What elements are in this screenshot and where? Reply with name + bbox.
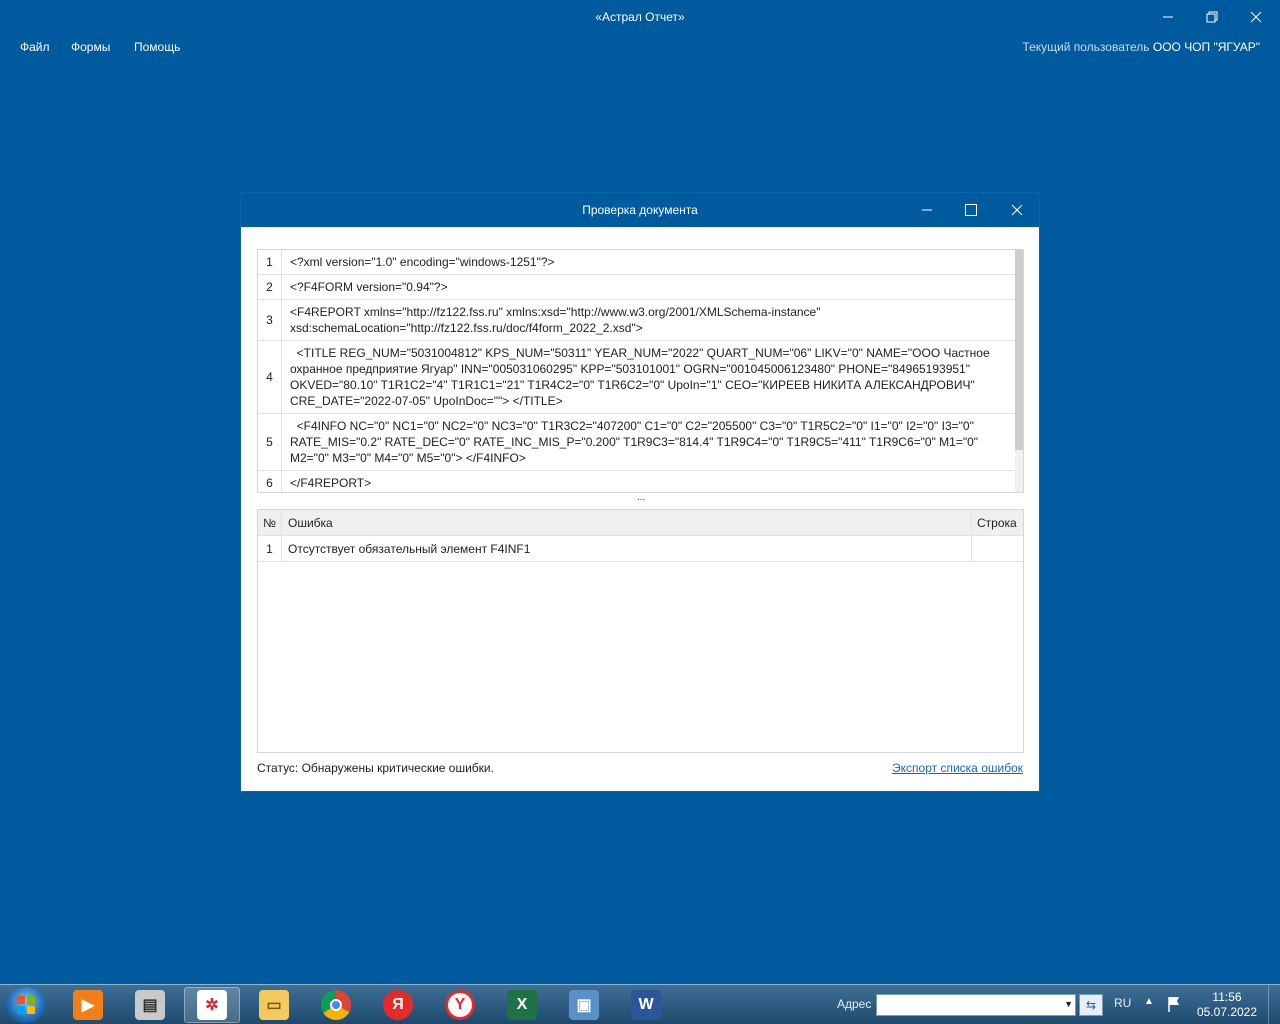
excel-icon: X [507,990,537,1020]
system-clock[interactable] [1192,990,1262,1020]
chevron-down-icon[interactable]: ▼ [1064,999,1073,1009]
xml-line-number: 5 [258,414,282,470]
xml-line [258,341,1023,414]
dialog-title: Проверка документа [241,193,1039,227]
close-icon [1011,204,1023,216]
xml-line-number: 6 [258,471,282,493]
menu-forms[interactable]: Формы [71,40,111,54]
xml-line-text: <F4REPORT xmlns="http://fz122.fss.ru" xmlns:xsd="http://www.w3.org/2001/XMLSchema-instance" xsd:schemaLocation="http://fz122.fss.ru/doc/f4form_2022_2.xsd"> [290,305,824,335]
action-center-flag-icon[interactable] [1166,995,1182,1013]
export-errors-link[interactable]: Экспорт списка ошибок [892,761,1023,775]
yandex-browser-icon: Y [445,990,475,1020]
current-user-name: ООО ЧОП "ЯГУАР" [1152,40,1260,54]
table-row[interactable] [258,536,1023,562]
col-header-number[interactable]: № [258,510,282,535]
xml-line-text: <?F4FORM version="0.94"?> [290,280,448,294]
yandex-icon: Я [383,990,413,1020]
close-button[interactable] [1234,4,1278,30]
errors-table-header [258,510,1023,536]
go-arrows-icon: ⇆ [1085,998,1097,1012]
clock-time: 11:56 [1212,990,1242,1004]
address-input[interactable] [876,994,1076,1016]
language-indicator[interactable]: RU [1114,996,1132,1010]
xml-source-view[interactable] [257,249,1024,493]
xml-line [258,414,1023,471]
xml-line-number: 1 [258,250,282,274]
tray-expand-icon[interactable]: ▲ [1144,996,1154,1007]
maximize-icon [965,204,977,216]
taskbar-astral[interactable] [184,987,240,1023]
xml-scroll-thumb[interactable] [1015,250,1023,450]
xml-line-number: 3 [258,300,282,340]
chrome-icon [321,990,351,1020]
address-go-button[interactable] [1079,994,1103,1016]
address-label: Адрес [837,997,872,1011]
windows-logo-icon [16,995,36,1015]
explorer-folder-icon: ▭ [259,990,289,1020]
dialog-close-button[interactable] [997,197,1037,223]
col-header-line[interactable]: Строка [977,515,1017,530]
minimize-icon [1162,11,1174,23]
start-button[interactable] [6,987,46,1023]
current-user [1022,40,1260,54]
xml-scrollbar[interactable] [1015,250,1023,493]
xml-line-text: <TITLE REG_NUM="5031004812" KPS_NUM="50311" YEAR_NUM="2022" QUART_NUM="06" LIKV="0" NAME="ООО Частное охранное предприятие Ягуар" INN="005031060295" KPP="503101001" OGRN="001045006123480" PHONE="84965193951" OKVED="80.10" T1R1C2="4" T1R1C1="21" T1R4C2="0" T1R6C2="0" UpoIn="1" CEO="КИРЕЕВ НИКИТА АЛЕКСАНДРОВИЧ" CRE_DATE="2022-07-05" UpoInDoc=""> </TITLE> [290,346,993,408]
fax-icon: ▤ [135,990,165,1020]
xml-line [258,471,1023,493]
taskbar-word[interactable] [618,987,674,1023]
error-number: 1 [258,536,282,561]
taskbar-yandex[interactable] [370,987,426,1023]
check-document-dialog [240,192,1040,792]
xml-line-text: <?xml version="1.0" encoding="windows-1251"?> [290,255,555,269]
network-icon: ▣ [569,990,599,1020]
minimize-button[interactable] [1146,4,1190,30]
word-icon: W [631,990,661,1020]
show-desktop-button[interactable] [1268,985,1280,1024]
menu-help[interactable]: Помощь [134,40,181,54]
xml-line-number: 4 [258,341,282,413]
restore-icon [1206,11,1218,23]
error-text: Отсутствует обязательный элемент F4INF1 [282,536,972,561]
astral-icon: ✲ [197,990,227,1020]
xml-line-number: 2 [258,275,282,299]
clock-date: 05.07.2022 [1196,1005,1258,1019]
close-icon [1250,11,1262,23]
current-user-label: Текущий пользователь [1022,40,1150,54]
taskbar-network[interactable] [556,987,612,1023]
media-player-icon: ▶ [73,990,103,1020]
taskbar-excel[interactable] [494,987,550,1023]
taskbar-explorer[interactable] [246,987,302,1023]
xml-line [258,300,1023,341]
restore-button[interactable] [1190,4,1234,30]
errors-table [257,509,1024,753]
col-header-error[interactable]: Ошибка [282,510,972,535]
minimize-icon [921,204,933,216]
xml-line-text: <F4INFO NC="0" NC1="0" NC2="0" NC3="0" T1R3C2="407200" C1="0" C2="205500" C3="0" T1R5C2="0" I1="0" I2="0" I3="0" RATE_MIS="0.2" RATE_DEC="0" RATE_INC_MIS_P="0.200" T1R9C3="814.4" T1R9C4="0" T1R9C5="411" T1R9C6="0" M1="0" M2="0" M3="0" M4="0" M5="0"> </F4INFO> [290,419,982,465]
xml-line [258,250,1023,275]
dialog-maximize-button[interactable] [951,197,991,223]
taskbar-chrome[interactable] [308,987,364,1023]
taskbar-media-player[interactable] [60,987,116,1023]
status-text: Статус: Обнаружены критические ошибки. [257,761,494,775]
xml-line [258,275,1023,300]
taskbar-fax[interactable] [122,987,178,1023]
error-line [972,536,1023,561]
panel-splitter[interactable]: ... [636,492,646,503]
dialog-minimize-button[interactable] [907,197,947,223]
xml-line-text: </F4REPORT> [290,476,372,490]
taskbar-yandex-browser[interactable] [432,987,488,1023]
menu-file[interactable]: Файл [20,40,50,54]
taskbar [0,984,1280,1024]
app-title: «Астрал Отчет» [595,10,685,24]
